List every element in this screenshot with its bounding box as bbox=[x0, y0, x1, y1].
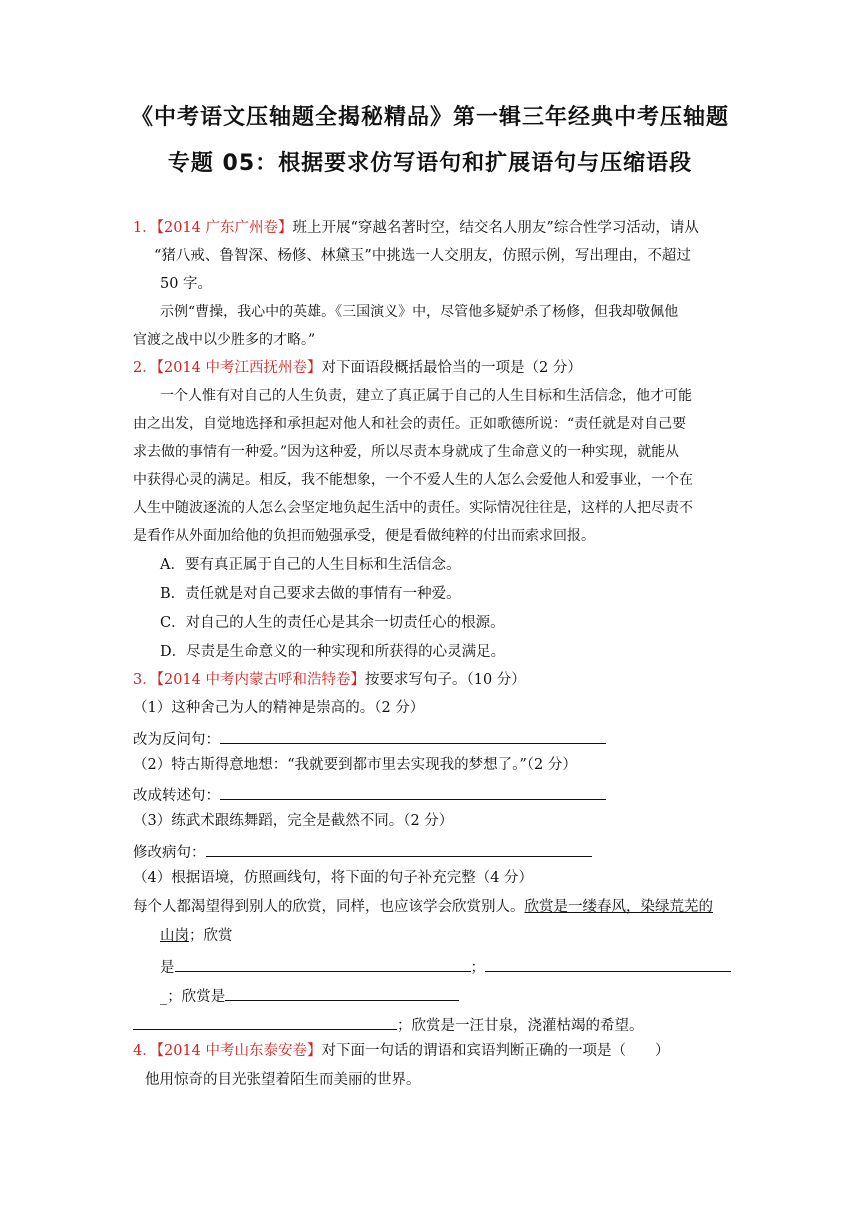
question-1 bbox=[133, 218, 699, 238]
fill-text: ； bbox=[470, 960, 485, 976]
answer-line-1 bbox=[133, 727, 606, 750]
page-title: 《中考语文压轴题全揭秘精品》第一辑三年经典中考压轴题 bbox=[130, 105, 729, 130]
passage-line: 中获得心灵的满足。相反，我不能想象，一个不爱人生的人怎么会爱他人和爱事业，一个在 bbox=[133, 472, 693, 488]
passage-line: 求去做的事情有一种爱。”因为这种爱，所以尽责本身就成了生命意义的一种实现，就能从 bbox=[133, 444, 680, 460]
underlined-sentence: 山岗 bbox=[160, 928, 189, 944]
question-number: 4． bbox=[133, 1043, 157, 1059]
fill-blank[interactable] bbox=[175, 955, 471, 972]
question-source: 【2014 中考江西抚州卷】 bbox=[156, 360, 322, 376]
answer-blank[interactable] bbox=[206, 840, 592, 857]
fill-blank[interactable] bbox=[225, 984, 459, 1001]
question-4 bbox=[133, 1041, 670, 1061]
question-text: 对下面语段概括最恰当的一项是（2 分） bbox=[321, 360, 582, 376]
question-2 bbox=[133, 358, 582, 378]
option-c: C．对自己的人生的责任心是其余一切责任心的根源。 bbox=[160, 615, 505, 631]
passage-line: 是看作从外面加给他的负担而勉强承受，便是看做纯粹的付出而索求回报。 bbox=[133, 528, 595, 544]
question-number: 1． bbox=[133, 220, 157, 236]
fill-line-3 bbox=[133, 1013, 644, 1036]
fill-line-2 bbox=[160, 984, 459, 1007]
page-subtitle: 专题 05：根据要求仿写语句和扩展语句与压缩语段 bbox=[167, 151, 693, 176]
answer-line-2 bbox=[133, 783, 606, 806]
answer-blank[interactable] bbox=[220, 783, 606, 800]
question-number: 3． bbox=[133, 672, 157, 688]
fill-text: ；欣赏是一汪甘泉，浇灌枯竭的希望。 bbox=[397, 1018, 644, 1034]
fill-text: _；欣赏是 bbox=[160, 989, 226, 1005]
question-3 bbox=[133, 670, 526, 690]
question-source: 【2014 中考山东泰安卷】 bbox=[156, 1043, 322, 1059]
example-text: 示例“曹操，我心中的英雄。《三国演义》中，尽管他多疑妒杀了杨修，但我却敬佩他 bbox=[160, 304, 679, 320]
answer-blank[interactable] bbox=[220, 727, 606, 744]
question-sentence: 他用惊奇的目光张望着陌生而美丽的世界。 bbox=[145, 1072, 421, 1088]
context-line bbox=[133, 897, 713, 917]
fill-line-1 bbox=[160, 955, 731, 978]
question-source: 【2014 中考内蒙古呼和浩特卷】 bbox=[156, 672, 365, 688]
question-text-line: 50 字。 bbox=[160, 276, 213, 292]
sub-question-4: （4）根据语境，仿照画线句，将下面的句子补充完整（4 分） bbox=[133, 870, 534, 886]
fill-blank[interactable] bbox=[485, 955, 731, 972]
sub-question-2: （2）特古斯得意地想：“我就要到都市里去实现我的梦想了。”（2 分） bbox=[133, 757, 577, 773]
question-text: 对下面一句话的谓语和宾语判断正确的一项是（ ） bbox=[321, 1043, 670, 1059]
passage-line: 由之出发，自觉地选择和承担起对他人和社会的责任。正如歌德所说：“责任就是对自己要 bbox=[133, 416, 687, 432]
example-text: 官渡之战中以少胜多的才略。” bbox=[133, 332, 316, 348]
sub-question-3: （3）练武术跟练舞蹈，完全是截然不同。（2 分） bbox=[133, 813, 454, 829]
answer-label: 改为反问句： bbox=[133, 732, 220, 748]
answer-line-3 bbox=[133, 840, 592, 863]
underlined-sentence: 欣赏是一缕春风，染绿荒芜的 bbox=[524, 899, 713, 915]
option-d: D．尽责是生命意义的一种实现和所获得的心灵满足。 bbox=[160, 644, 506, 660]
passage-line: 一个人惟有对自己的人生负责，建立了真正属于自己的人生目标和生活信念，他才可能 bbox=[160, 388, 692, 404]
answer-label: 改成转述句： bbox=[133, 788, 220, 804]
fill-blank[interactable] bbox=[133, 1013, 397, 1030]
fill-text: 是 bbox=[160, 960, 175, 976]
answer-label: 修改病句： bbox=[133, 845, 206, 861]
option-a: A．要有真正属于自己的人生目标和生活信念。 bbox=[160, 557, 461, 573]
passage-line: 人生中随波逐流的人怎么会坚定地负起生活中的责任。实际情况往往是，这样的人把尽责不 bbox=[133, 500, 693, 516]
question-text: 按要求写句子。（10 分） bbox=[365, 672, 526, 688]
question-text: 班上开展“穿越名著时空，结交名人朋友”综合性学习活动，请从 bbox=[292, 220, 699, 236]
question-number: 2． bbox=[133, 360, 157, 376]
question-source: 【2014 广东广州卷】 bbox=[156, 220, 293, 236]
question-text-line: “猪八戒、鲁智深、杨修、林黛玉”中挑选一人交朋友，仿照示例，写出理由，不超过 bbox=[154, 248, 691, 264]
context-line bbox=[160, 926, 233, 946]
context-text: ；欣赏 bbox=[189, 928, 233, 944]
context-text: 每个人都渴望得到别人的欣赏，同样，也应该学会欣赏别人。 bbox=[133, 899, 525, 915]
sub-question-1: （1）这种舍己为人的精神是崇高的。（2 分） bbox=[133, 700, 425, 716]
option-b: B．责任就是对自己要求去做的事情有一种爱。 bbox=[160, 586, 461, 602]
